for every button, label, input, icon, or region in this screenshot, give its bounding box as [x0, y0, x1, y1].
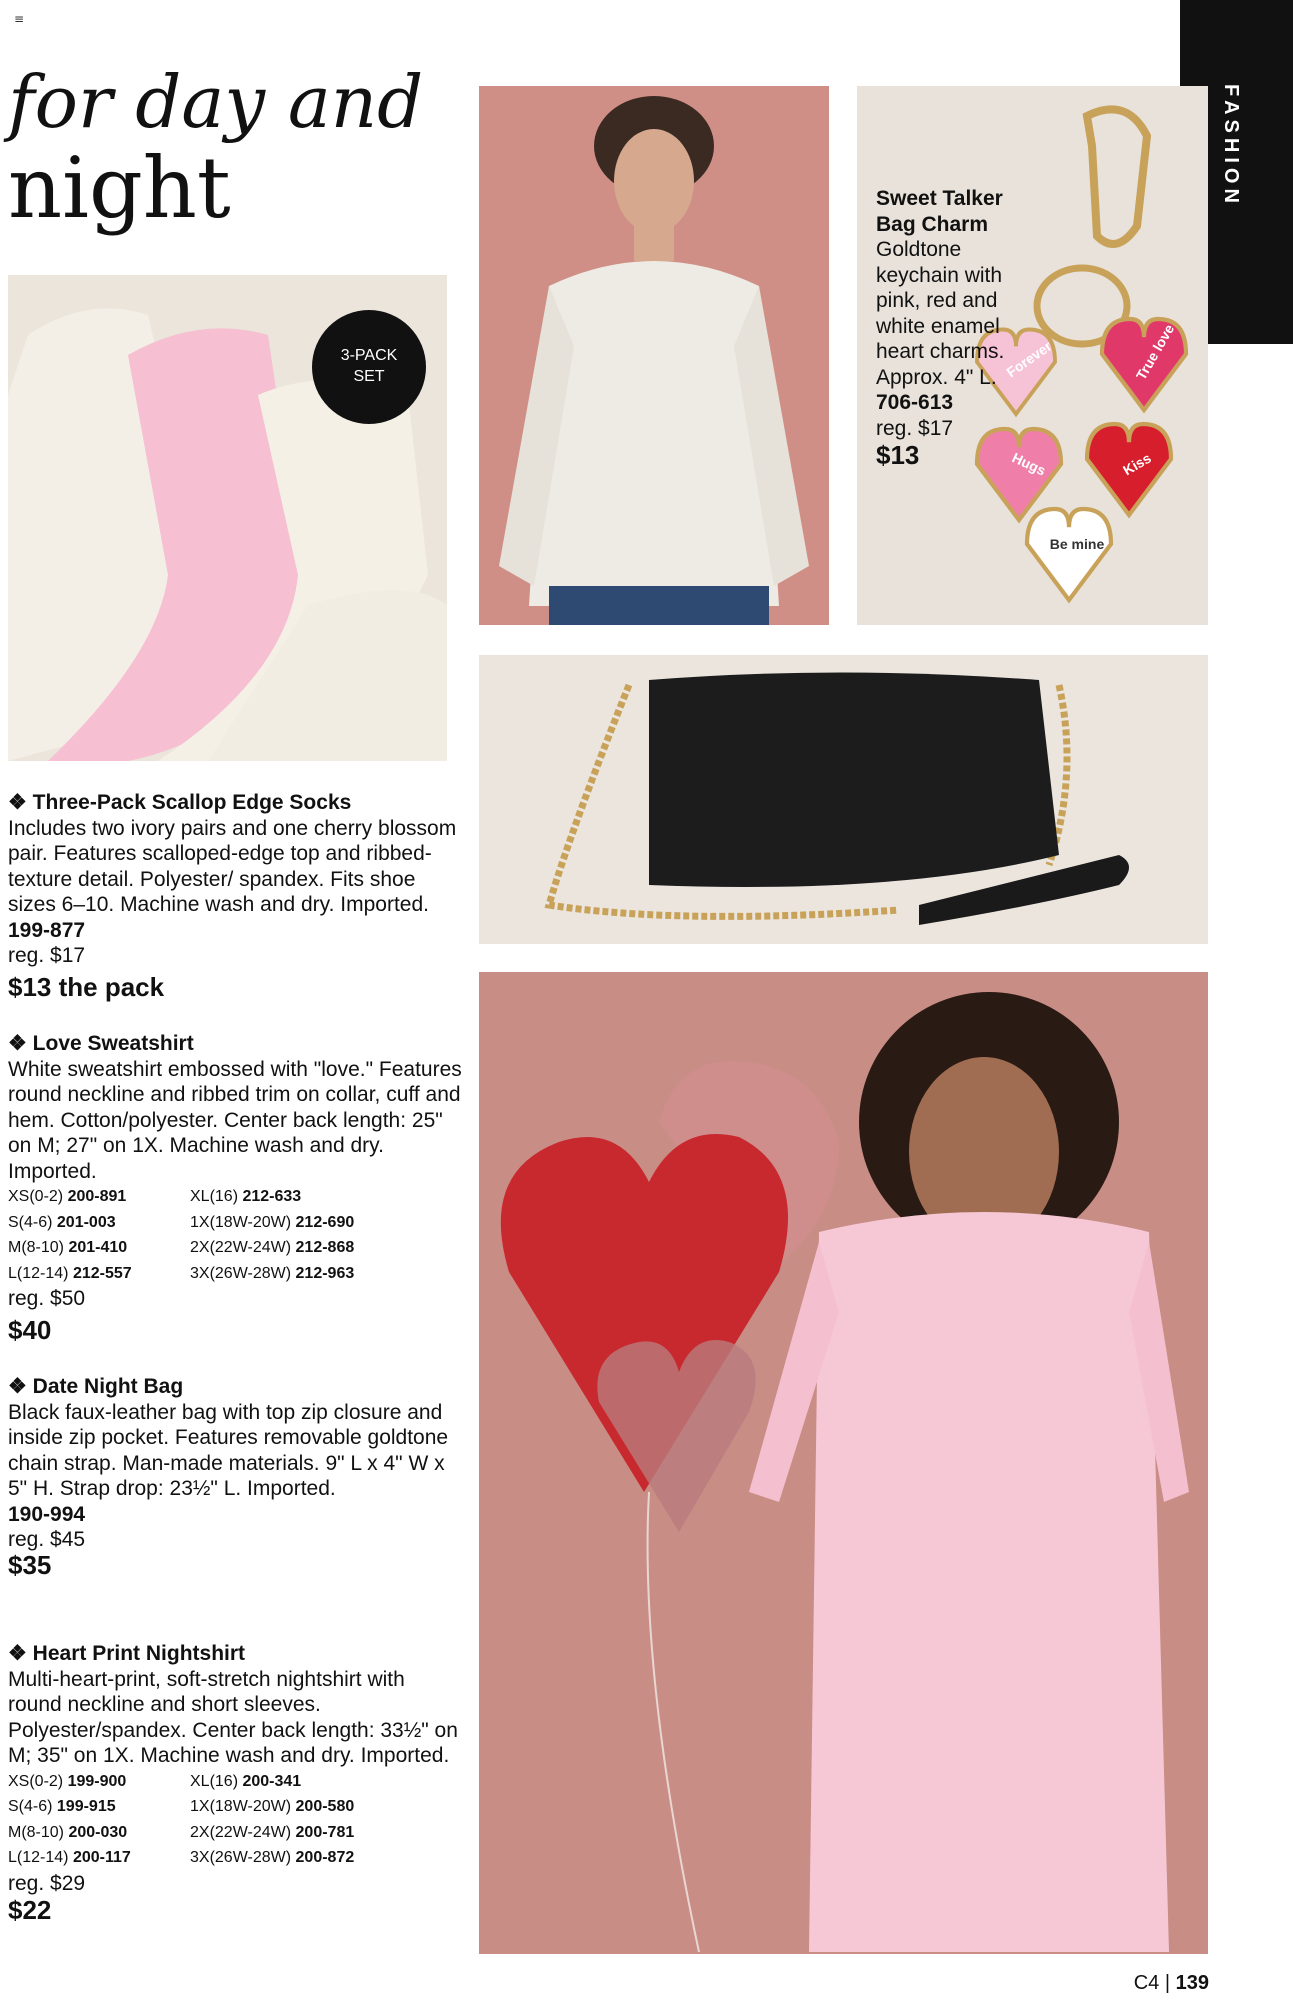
product-nightshirt-price: $22 [8, 1895, 52, 1925]
bag-charm-title: Sweet Talker Bag Charm [876, 187, 1003, 236]
product-socks-item-number: 199-877 [8, 918, 86, 942]
nightshirt-photo [479, 972, 1208, 1954]
product-socks-title: Three-Pack Scallop Edge Socks [32, 791, 352, 814]
bag-charm-regular-price: reg. $17 [876, 416, 954, 440]
product-nightshirt-title-icon: ❖ [8, 1642, 33, 1665]
size-entry: 2X(22W-24W) 200-781 [190, 1823, 355, 1841]
size-entry: XL(16) 200-341 [190, 1772, 302, 1790]
bag-charm-description: Goldtone keychain with pink, red and white enamel heart charms. Approx. 4" L. [876, 238, 1005, 389]
size-entry: XS(0-2) 200-891 [8, 1188, 127, 1205]
bag-charm-price: $13 [876, 440, 920, 470]
heart-charm-label: Kiss [1120, 449, 1154, 479]
product-nightshirt [8, 1641, 463, 1924]
size-entry: XS(0-2) 199-900 [8, 1772, 127, 1790]
size-entry: M(8-10) 200-030 [8, 1823, 128, 1841]
page-separator: | [1164, 1972, 1171, 1994]
product-sweatshirt-description: White sweatshirt embossed with "love." Features round neckline and ribbed trim on collar, cuff and hem. Cotton/polyester. Center back length: 25" on M; 27" on 1X. Machine wash and dry. Imported. [8, 1057, 462, 1183]
product-bag-regular-price: reg. $45 [8, 1528, 86, 1551]
headline-line2: night [8, 139, 231, 237]
product-sweatshirt-size-grid [8, 1184, 463, 1286]
heart-charm-label: True love [1132, 321, 1178, 383]
product-socks-price: $13 the pack [8, 971, 165, 1002]
product-bag [8, 1374, 463, 1578]
size-entry: 3X(26W-28W) 212-963 [190, 1264, 355, 1282]
product-sweatshirt [8, 1031, 463, 1343]
page-section: C4 [1133, 1972, 1160, 1994]
heart-charm-label: Forever [1003, 337, 1055, 381]
product-socks [8, 790, 463, 1000]
page-number [1134, 1972, 1209, 1995]
size-entry: 3X(26W-28W) 200-872 [190, 1849, 355, 1866]
product-socks-title-icon: ❖ [8, 791, 33, 814]
bag-charm-info [876, 186, 1006, 469]
page-number-value: 139 [1175, 1972, 1209, 1994]
bag-charm-item-number: 706-613 [876, 391, 954, 414]
product-bag-item-number: 190-994 [8, 1502, 86, 1526]
heart-charm-label: Hugs [1009, 449, 1049, 479]
menu-icon[interactable]: ≡ [14, 12, 25, 26]
product-nightshirt-description: Multi-heart-print, soft-stretch nightshirt with round neckline and short sleeves. Polyester/spandex. Center back length: 33½" on M; 35" on 1X. Machine wash and dry. Imported. [8, 1667, 458, 1767]
size-entry: 2X(22W-24W) 212-868 [190, 1239, 355, 1256]
size-entry: S(4-6) 201-003 [8, 1213, 116, 1231]
size-entry: L(12-14) 212-557 [8, 1264, 132, 1282]
section-tab-label: FASHION [1220, 84, 1242, 208]
product-bag-title: Date Night Bag [32, 1375, 184, 1398]
three-pack-badge [312, 310, 426, 424]
page-title [8, 60, 424, 237]
product-nightshirt-regular-price: reg. $29 [8, 1871, 86, 1895]
size-entry: L(12-14) 200-117 [8, 1849, 131, 1866]
product-sweatshirt-title-icon: ❖ [8, 1032, 33, 1055]
product-bag-price: $35 [8, 1549, 52, 1580]
size-entry: S(4-6) 199-915 [8, 1798, 116, 1815]
date-night-bag-photo [479, 655, 1208, 944]
headline-line1: for day and [8, 60, 424, 144]
product-socks-regular-price: reg. $17 [8, 944, 86, 967]
size-entry: M(8-10) 201-410 [8, 1239, 128, 1256]
size-entry: XL(16) 212-633 [190, 1188, 302, 1205]
product-socks-description: Includes two ivory pairs and one cherry blossom pair. Features scalloped-edge top and ribbed-texture detail. Polyester/ spandex. Fits shoe sizes 6–10. Machine wash and dry. Imported. [8, 816, 457, 916]
heart-charm-label: Be mine [1049, 536, 1105, 552]
product-sweatshirt-title: Love Sweatshirt [32, 1032, 194, 1055]
badge-line1: 3-PACK [340, 347, 398, 365]
product-sweatshirt-price: $40 [8, 1314, 52, 1345]
size-entry: 1X(18W-20W) 200-580 [190, 1798, 355, 1815]
product-bag-title-icon: ❖ [8, 1375, 33, 1398]
product-bag-description: Black faux-leather bag with top zip closure and inside zip pocket. Features removable goldtone chain strap. Man-made materials. 9" L x 4" W x 5" H. Strap drop: 23½" L. Imported. [8, 1400, 449, 1500]
badge-line2: SET [353, 368, 385, 385]
product-nightshirt-size-grid [8, 1769, 463, 1871]
size-entry: 1X(18W-20W) 212-690 [190, 1213, 355, 1231]
product-nightshirt-title: Heart Print Nightshirt [32, 1642, 246, 1665]
sweatshirt-photo [479, 86, 829, 625]
product-sweatshirt-regular-price: reg. $50 [8, 1287, 86, 1310]
